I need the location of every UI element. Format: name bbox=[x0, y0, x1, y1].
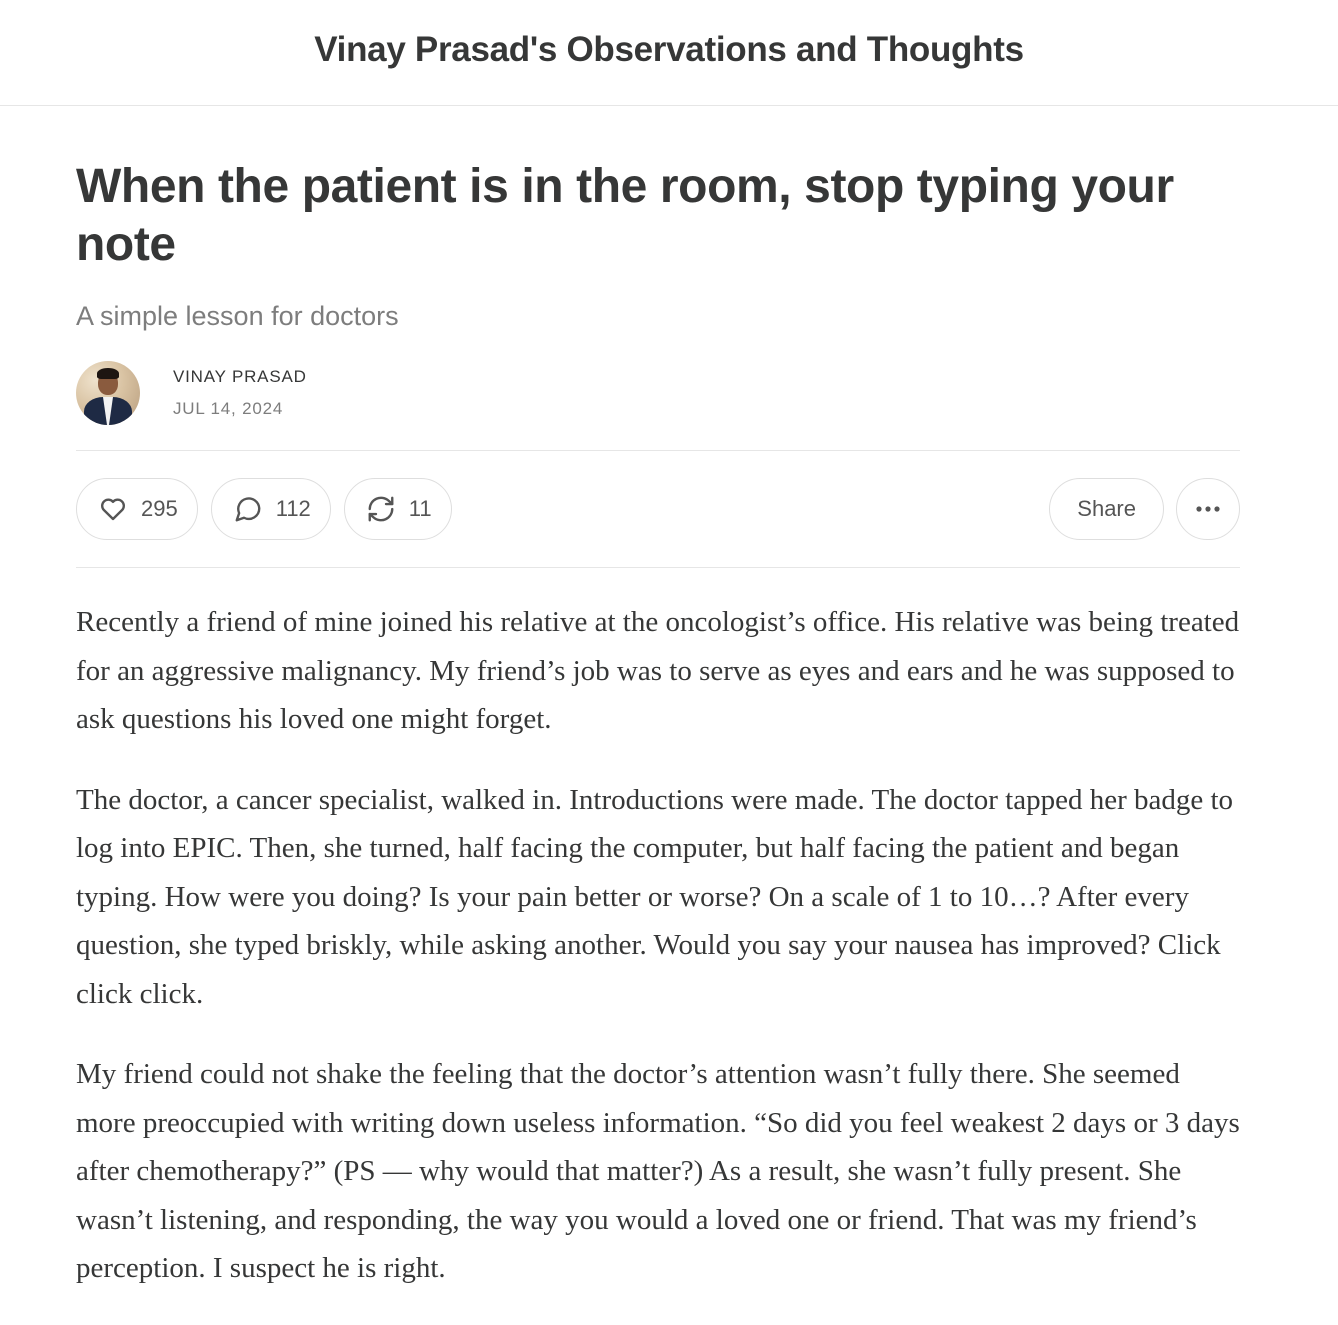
byline bbox=[76, 360, 1240, 426]
publication-header bbox=[0, 0, 1338, 106]
body-paragraph: The doctor, a cancer specialist, walked in. Introductions were made. The doctor tapped her badge to log into EPIC. Then, she turned, half facing the computer, but half facing the patient and began typing. How were you doing? Is your pain better or worse? On a scale of 1 to 10…? After every question, she typed briskly, while asking another. Would you say your nausea has improved? Click click click. bbox=[76, 783, 1234, 1010]
heart-icon bbox=[97, 494, 129, 524]
repost-icon bbox=[365, 494, 397, 524]
byline-text bbox=[173, 366, 307, 420]
post-subtitle: A simple lesson for doctors bbox=[76, 301, 399, 331]
publication-title[interactable]: Vinay Prasad's Observations and Thoughts bbox=[314, 29, 1024, 69]
comment-button[interactable] bbox=[211, 478, 331, 540]
restack-count: 11 bbox=[408, 496, 432, 521]
post-date: JUL 14, 2024 bbox=[173, 399, 284, 418]
post-title: When the patient is in the room, stop typing your note bbox=[76, 160, 1174, 271]
ellipsis-icon bbox=[1195, 505, 1221, 513]
more-options-button[interactable] bbox=[1176, 478, 1240, 540]
avatar[interactable] bbox=[76, 361, 140, 425]
share-label: Share bbox=[1077, 496, 1136, 521]
divider bbox=[76, 567, 1240, 568]
speech-bubble-icon bbox=[232, 494, 264, 524]
body-paragraph: Recently a friend of mine joined his relative at the oncologist’s office. His relative was being treated for an aggressive malignancy. My friend’s job was to serve as eyes and ears and he was supposed to ask questions his loved one might forget. bbox=[76, 606, 1240, 735]
body-paragraph: My friend could not shake the feeling that the doctor’s attention wasn’t fully there. She seemed more preoccupied with writing down useless information. “So did you feel weakest 2 days or 3 days after chemotherapy?” (PS — why would that matter?) As a result, she wasn’t fully present. She wasn’t listening, and responding, the way you would a loved one or friend. That was my friend’s perception. I suspect he is right. bbox=[76, 1058, 1240, 1284]
post-actions bbox=[76, 451, 1240, 567]
author-name[interactable]: VINAY PRASAD bbox=[173, 367, 307, 386]
share-button[interactable] bbox=[1049, 478, 1164, 540]
post-content bbox=[76, 106, 1240, 1325]
like-count: 295 bbox=[141, 496, 178, 521]
post-body bbox=[76, 598, 1240, 1293]
like-button[interactable] bbox=[76, 478, 198, 540]
restack-button[interactable] bbox=[344, 478, 452, 540]
comment-count: 112 bbox=[275, 496, 311, 521]
